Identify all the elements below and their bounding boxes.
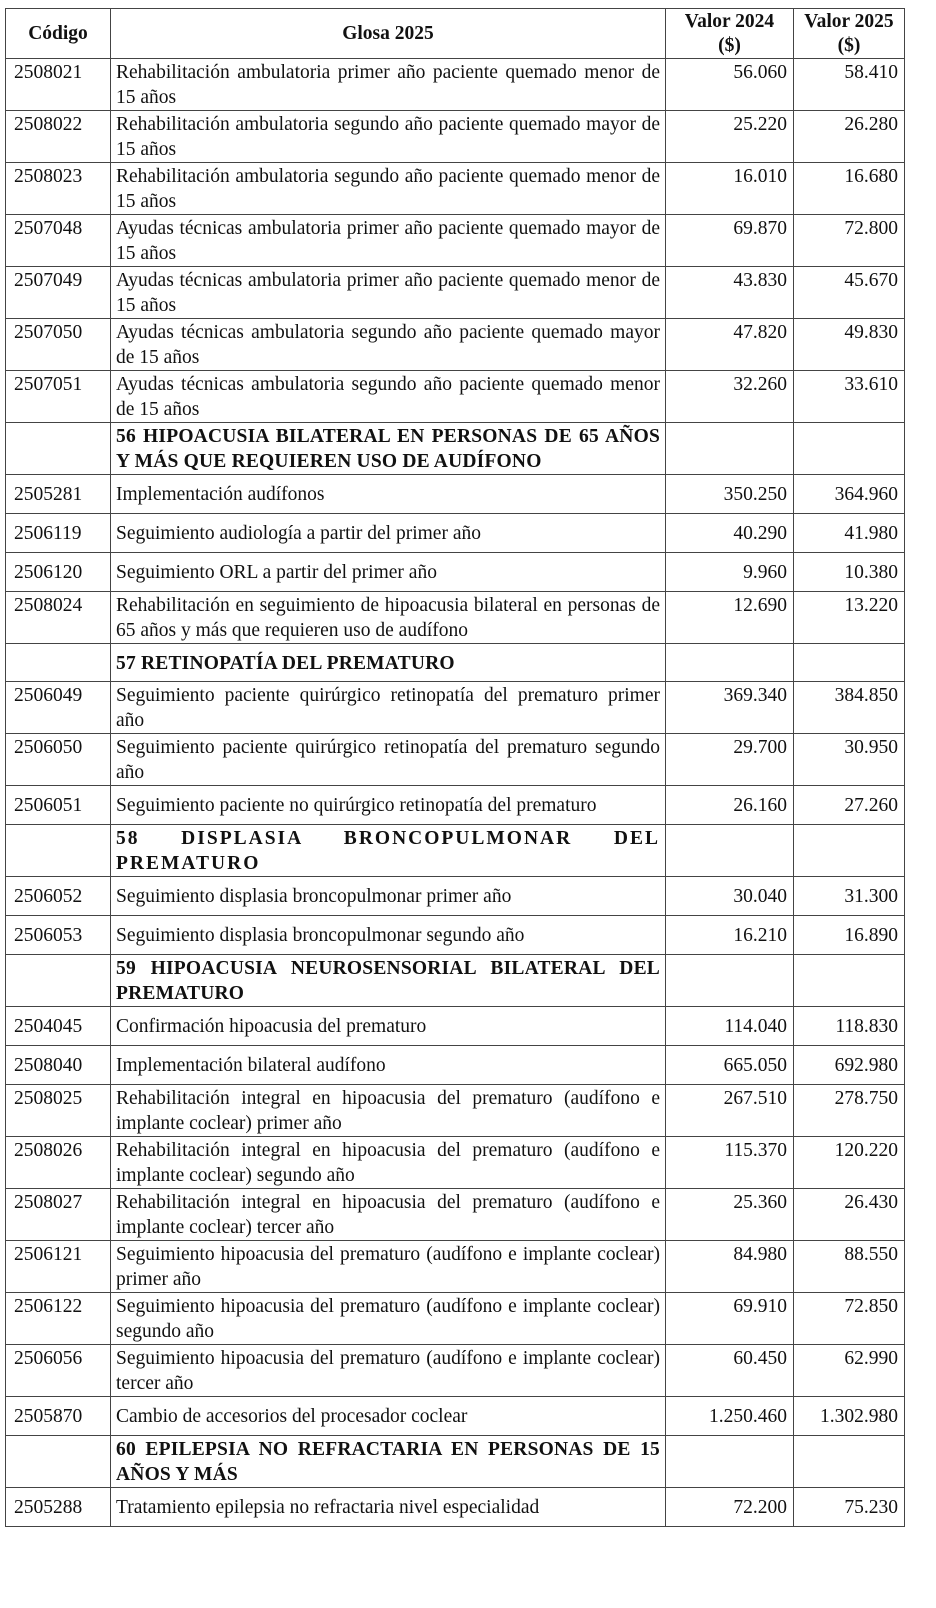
row-valor-2024: 29.700: [666, 734, 794, 786]
section-v2025-cell: [794, 423, 905, 475]
section-code-cell: [6, 955, 111, 1007]
section-v2024-cell: [666, 1436, 794, 1488]
row-code: 2507050: [6, 319, 111, 371]
row-code: 2508021: [6, 59, 111, 111]
row-valor-2025: 26.430: [794, 1189, 905, 1241]
row-code: 2508023: [6, 163, 111, 215]
header-glosa: Glosa 2025: [111, 9, 666, 59]
row-glosa: Rehabilitación en seguimiento de hipoacusia bilateral en personas de 65 años y más que requieren uso de audífono: [111, 592, 666, 644]
row-glosa: Implementación audífonos: [111, 475, 666, 514]
table-row: [6, 1241, 905, 1293]
table-row: [6, 1345, 905, 1397]
row-glosa: Seguimiento hipoacusia del prematuro (audífono e implante coclear) tercer año: [111, 1345, 666, 1397]
row-valor-2024: 40.290: [666, 514, 794, 553]
table-row: [6, 1488, 905, 1527]
table-row: [6, 916, 905, 955]
row-valor-2025: 1.302.980: [794, 1397, 905, 1436]
row-valor-2025: 41.980: [794, 514, 905, 553]
section-code-cell: [6, 1436, 111, 1488]
row-valor-2025: 692.980: [794, 1046, 905, 1085]
row-code: 2507049: [6, 267, 111, 319]
table-header-row: [6, 9, 905, 59]
table-row: [6, 786, 905, 825]
row-glosa: Implementación bilateral audífono: [111, 1046, 666, 1085]
row-valor-2024: 69.910: [666, 1293, 794, 1345]
row-glosa: Ayudas técnicas ambulatoria primer año paciente quemado mayor de 15 años: [111, 215, 666, 267]
row-code: 2508026: [6, 1137, 111, 1189]
row-glosa: Ayudas técnicas ambulatoria segundo año paciente quemado mayor de 15 años: [111, 319, 666, 371]
row-valor-2024: 26.160: [666, 786, 794, 825]
row-code: 2508024: [6, 592, 111, 644]
row-valor-2024: 25.360: [666, 1189, 794, 1241]
row-valor-2024: 16.210: [666, 916, 794, 955]
table-row: [6, 1137, 905, 1189]
section-v2024-cell: [666, 955, 794, 1007]
table-row: [6, 682, 905, 734]
section-v2025-cell: [794, 825, 905, 877]
row-code: 2506122: [6, 1293, 111, 1345]
row-valor-2025: 75.230: [794, 1488, 905, 1527]
row-code: 2506121: [6, 1241, 111, 1293]
row-code: 2505870: [6, 1397, 111, 1436]
section-v2024-cell: [666, 423, 794, 475]
row-valor-2025: 30.950: [794, 734, 905, 786]
row-valor-2024: 12.690: [666, 592, 794, 644]
row-valor-2025: 72.850: [794, 1293, 905, 1345]
row-glosa: Seguimiento paciente quirúrgico retinopatía del prematuro primer año: [111, 682, 666, 734]
row-code: 2508027: [6, 1189, 111, 1241]
row-valor-2024: 369.340: [666, 682, 794, 734]
row-valor-2024: 267.510: [666, 1085, 794, 1137]
row-glosa: Seguimiento displasia broncopulmonar primer año: [111, 877, 666, 916]
section-row: [6, 825, 905, 877]
table-body: [6, 59, 905, 1527]
row-valor-2025: 72.800: [794, 215, 905, 267]
row-valor-2024: 350.250: [666, 475, 794, 514]
row-valor-2025: 31.300: [794, 877, 905, 916]
section-v2025-cell: [794, 644, 905, 682]
section-title: 60 EPILEPSIA NO REFRACTARIA EN PERSONAS DE 15 AÑOS Y MÁS: [111, 1436, 666, 1488]
row-valor-2025: 62.990: [794, 1345, 905, 1397]
row-valor-2025: 45.670: [794, 267, 905, 319]
row-valor-2024: 665.050: [666, 1046, 794, 1085]
table-row: [6, 163, 905, 215]
row-code: 2506120: [6, 553, 111, 592]
row-code: 2505281: [6, 475, 111, 514]
header-valor-2025: Valor 2025 ($): [794, 9, 905, 59]
row-code: 2504045: [6, 1007, 111, 1046]
section-title: 58 DISPLASIA BRONCOPULMONAR DEL PREMATURO: [111, 825, 666, 877]
tariff-table: [5, 8, 905, 1527]
row-valor-2024: 60.450: [666, 1345, 794, 1397]
row-code: 2506056: [6, 1345, 111, 1397]
row-glosa: Seguimiento displasia broncopulmonar segundo año: [111, 916, 666, 955]
row-valor-2024: 115.370: [666, 1137, 794, 1189]
row-glosa: Rehabilitación integral en hipoacusia del prematuro (audífono e implante coclear) tercer año: [111, 1189, 666, 1241]
row-glosa: Tratamiento epilepsia no refractaria nivel especialidad: [111, 1488, 666, 1527]
row-valor-2025: 88.550: [794, 1241, 905, 1293]
row-code: 2506052: [6, 877, 111, 916]
row-valor-2025: 26.280: [794, 111, 905, 163]
row-valor-2024: 56.060: [666, 59, 794, 111]
table-row: [6, 592, 905, 644]
table-row: [6, 1085, 905, 1137]
table-row: [6, 111, 905, 163]
table-row: [6, 1397, 905, 1436]
row-valor-2025: 58.410: [794, 59, 905, 111]
row-glosa: Ayudas técnicas ambulatoria segundo año paciente quemado menor de 15 años: [111, 371, 666, 423]
section-title: 57 RETINOPATÍA DEL PREMATURO: [111, 644, 666, 682]
table-row: [6, 734, 905, 786]
table-row: [6, 267, 905, 319]
row-valor-2024: 30.040: [666, 877, 794, 916]
section-v2024-cell: [666, 825, 794, 877]
section-row: [6, 955, 905, 1007]
header-valor-2024: Valor 2024 ($): [666, 9, 794, 59]
row-valor-2025: 278.750: [794, 1085, 905, 1137]
row-valor-2025: 384.850: [794, 682, 905, 734]
section-code-cell: [6, 825, 111, 877]
row-valor-2025: 13.220: [794, 592, 905, 644]
row-valor-2025: 120.220: [794, 1137, 905, 1189]
row-code: 2507048: [6, 215, 111, 267]
row-valor-2024: 43.830: [666, 267, 794, 319]
row-glosa: Rehabilitación ambulatoria segundo año paciente quemado mayor de 15 años: [111, 111, 666, 163]
row-valor-2024: 69.870: [666, 215, 794, 267]
row-valor-2024: 72.200: [666, 1488, 794, 1527]
row-glosa: Seguimiento audiología a partir del primer año: [111, 514, 666, 553]
table-row: [6, 514, 905, 553]
row-code: 2506053: [6, 916, 111, 955]
row-code: 2506050: [6, 734, 111, 786]
table-row: [6, 1293, 905, 1345]
row-valor-2024: 1.250.460: [666, 1397, 794, 1436]
row-glosa: Seguimiento hipoacusia del prematuro (audífono e implante coclear) segundo año: [111, 1293, 666, 1345]
table-row: [6, 877, 905, 916]
row-glosa: Cambio de accesorios del procesador coclear: [111, 1397, 666, 1436]
header-code: Código: [6, 9, 111, 59]
section-title: 59 HIPOACUSIA NEUROSENSORIAL BILATERAL DEL PREMATURO: [111, 955, 666, 1007]
row-glosa: Seguimiento hipoacusia del prematuro (audífono e implante coclear) primer año: [111, 1241, 666, 1293]
row-glosa: Rehabilitación ambulatoria primer año paciente quemado menor de 15 años: [111, 59, 666, 111]
row-valor-2025: 33.610: [794, 371, 905, 423]
row-code: 2508022: [6, 111, 111, 163]
section-v2025-cell: [794, 955, 905, 1007]
row-valor-2025: 27.260: [794, 786, 905, 825]
row-valor-2024: 9.960: [666, 553, 794, 592]
row-glosa: Confirmación hipoacusia del prematuro: [111, 1007, 666, 1046]
section-v2024-cell: [666, 644, 794, 682]
table-row: [6, 371, 905, 423]
row-valor-2025: 10.380: [794, 553, 905, 592]
row-valor-2025: 49.830: [794, 319, 905, 371]
table-row: [6, 319, 905, 371]
table-row: [6, 59, 905, 111]
row-valor-2024: 47.820: [666, 319, 794, 371]
row-valor-2025: 364.960: [794, 475, 905, 514]
row-glosa: Ayudas técnicas ambulatoria primer año paciente quemado menor de 15 años: [111, 267, 666, 319]
row-valor-2025: 118.830: [794, 1007, 905, 1046]
row-code: 2506119: [6, 514, 111, 553]
table-row: [6, 1007, 905, 1046]
row-code: 2505288: [6, 1488, 111, 1527]
row-glosa: Rehabilitación integral en hipoacusia del prematuro (audífono e implante coclear) primer año: [111, 1085, 666, 1137]
row-glosa: Seguimiento ORL a partir del primer año: [111, 553, 666, 592]
row-glosa: Seguimiento paciente quirúrgico retinopatía del prematuro segundo año: [111, 734, 666, 786]
section-v2025-cell: [794, 1436, 905, 1488]
row-glosa: Rehabilitación ambulatoria segundo año paciente quemado menor de 15 años: [111, 163, 666, 215]
section-title: 56 HIPOACUSIA BILATERAL EN PERSONAS DE 65 AÑOS Y MÁS QUE REQUIEREN USO DE AUDÍFONO: [111, 423, 666, 475]
section-row: [6, 423, 905, 475]
row-valor-2024: 16.010: [666, 163, 794, 215]
row-valor-2024: 114.040: [666, 1007, 794, 1046]
row-valor-2025: 16.890: [794, 916, 905, 955]
table-row: [6, 553, 905, 592]
section-row: [6, 644, 905, 682]
row-code: 2507051: [6, 371, 111, 423]
row-valor-2024: 25.220: [666, 111, 794, 163]
table-row: [6, 215, 905, 267]
row-glosa: Seguimiento paciente no quirúrgico retinopatía del prematuro: [111, 786, 666, 825]
table-row: [6, 1046, 905, 1085]
row-valor-2025: 16.680: [794, 163, 905, 215]
row-code: 2508025: [6, 1085, 111, 1137]
row-code: 2506051: [6, 786, 111, 825]
row-glosa: Rehabilitación integral en hipoacusia del prematuro (audífono e implante coclear) segundo año: [111, 1137, 666, 1189]
row-valor-2024: 32.260: [666, 371, 794, 423]
row-code: 2508040: [6, 1046, 111, 1085]
section-code-cell: [6, 644, 111, 682]
section-row: [6, 1436, 905, 1488]
row-code: 2506049: [6, 682, 111, 734]
table-row: [6, 475, 905, 514]
row-valor-2024: 84.980: [666, 1241, 794, 1293]
table-row: [6, 1189, 905, 1241]
section-code-cell: [6, 423, 111, 475]
